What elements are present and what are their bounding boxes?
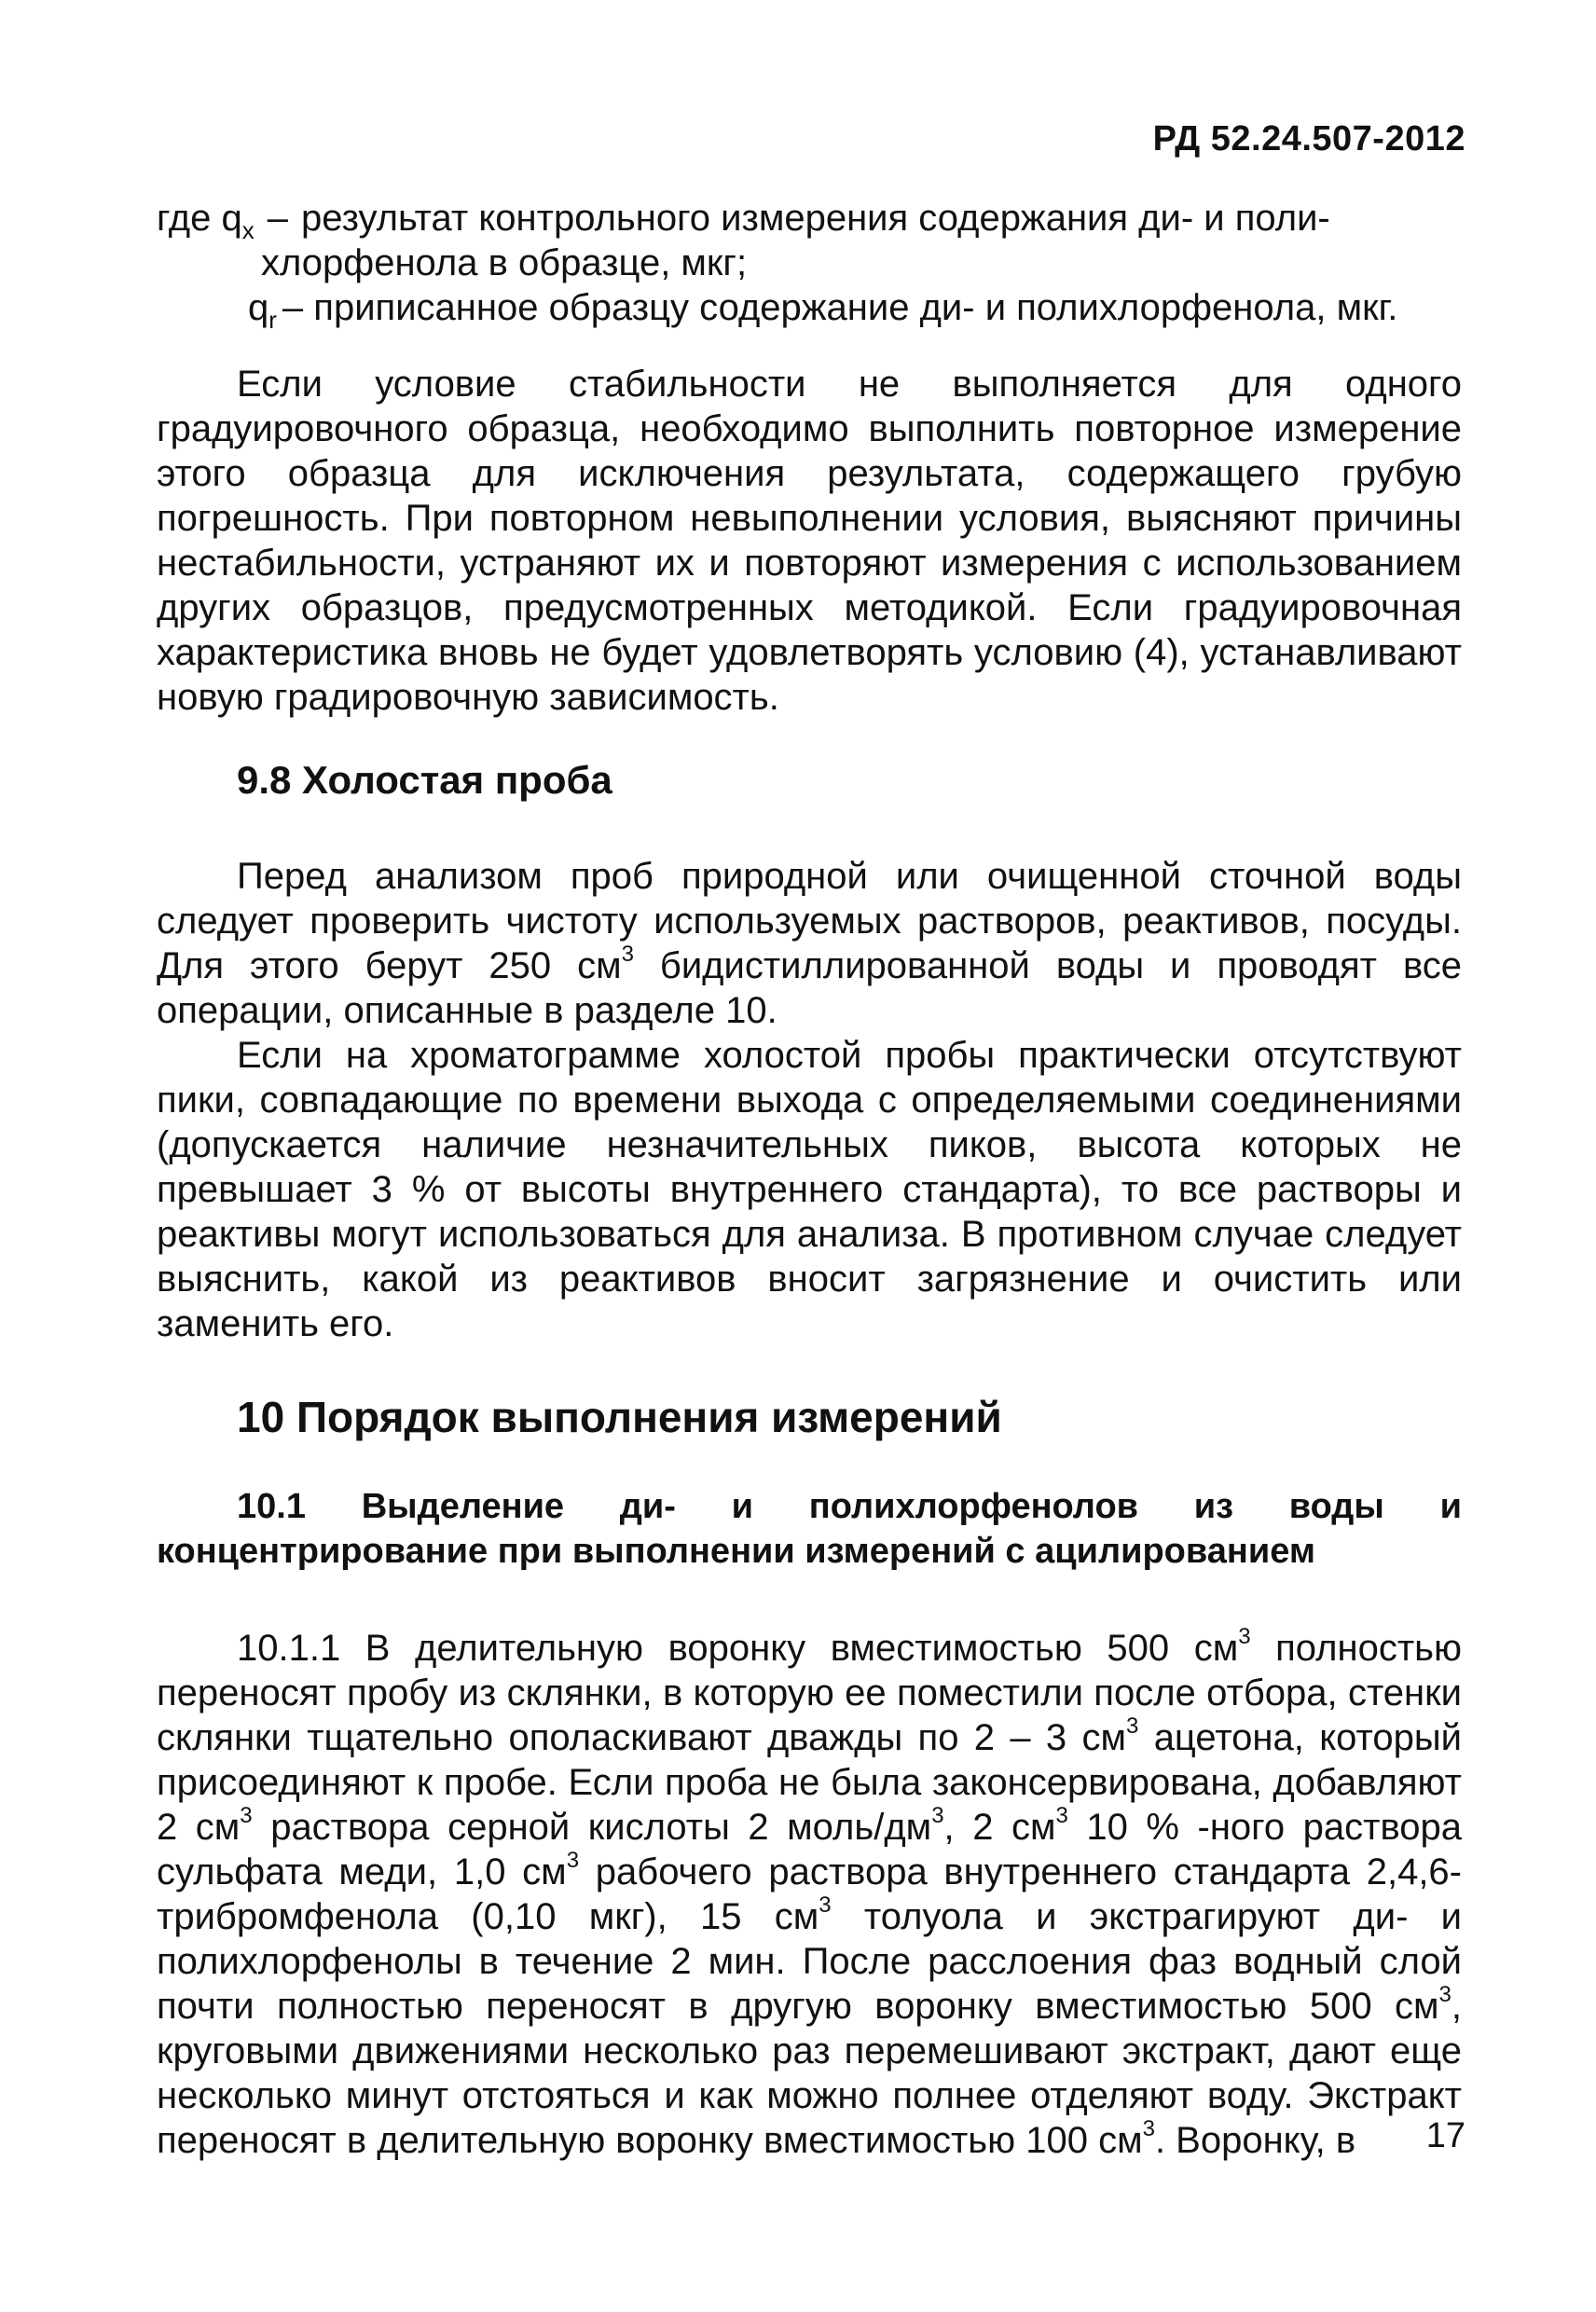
page-number: 17 <box>1425 2116 1465 2155</box>
section-heading-10-1: 10.1 Выделение ди- и полихлорфенолов из воды и концентрирование при выполнении измерений с ацилированием <box>157 1487 1462 1571</box>
definition-dash: – <box>267 198 288 239</box>
section-heading-9-8: 9.8 Холостая проба <box>237 758 612 802</box>
paragraph-stability: Если условие стабильности не выполняется для одного градуировочного образца, необходимо выполнить повторное измерение этого образца для исключения результата, содержащего грубую погрешность. При повторном невыполнении условия, выясняют причины нестабильности, устраняют их и повторяют измерения с использованием других образцов, предусмотренных методикой. Если градуировочная характеристика вновь не будет удовлетворять условию (4), устанавливают новую градировочную зависимость. <box>157 364 1462 718</box>
definition-qx-continued: хлорфенола в образце, мкг; <box>261 242 748 283</box>
definition-qx-symbol: где $q_x$ <box>157 198 255 244</box>
definition-qx-text: результат контрольного измерения содержания ди- и поли- <box>301 198 1330 239</box>
definition-qr-symbol: $q_r$ <box>248 287 277 334</box>
definition-qx <box>157 196 1462 244</box>
paragraph-blank-check: Перед анализом проб природной или очищенной сточной воды следует проверить чистоту используемых растворов, реактивов, посуды. Для этого берут 250 $см^3$ бидистиллированной воды и проводят все операции, описанные в разделе 10. <box>157 856 1462 1031</box>
formula-definitions <box>157 196 1462 334</box>
page-content <box>157 196 1462 2163</box>
definition-qr-text: – приписанное образцу содержание ди- и полихлорфенола, мкг. <box>282 287 1398 328</box>
definition-qr <box>157 285 1462 334</box>
document-code-header: РД 52.24.507-2012 <box>1152 119 1465 158</box>
section-heading-10: 10 Порядок выполнения измерений <box>237 1393 1002 1441</box>
paragraph-chromatogram: Если на хроматограмме холостой пробы практически отсутствуют пики, совпадающие по времени выхода с определяемыми соединениями (допускается наличие незначительных пиков, высота которых не превышает 3 % от высоты внутреннего стандарта), то все растворы и реактивы могут использоваться для анализа. В противном случае следует выяснить, какой из реактивов вносит загрязнение и очистить или заменить его. <box>157 1035 1462 1344</box>
paragraph-10-1-1: 10.1.1 В делительную воронку вместимостью 500 $см^3$ полностью переносят пробу из склянки, в которую ее поместили после отбора, стенки склянки тщательно ополаскивают дважды по 2 – 3 $см^3$ ацетона, который присоединяют к пробе. Если проба не была законсервирована, добавляют 2 $см^3$ раствора серной кислоты 2 моль/$дм^3$, 2 $см^3$ 10 % -ного раствора сульфата меди, 1,0 $см^3$ рабочего раствора внутреннего стандарта 2,4,6-трибромфенола (0,10 мкг), 15 $см^3$ толуола и экстрагируют ди- и полихлорфенолы в течение 2 мин. После расслоения фаз водный слой почти полностью переносят в другую воронку вместимостью 500 $см^3$, круговыми движениями несколько раз перемешивают экстракт, дают еще несколько минут отстояться и как можно полнее отделяют воду. Экстракт переносят в делительную воронку вместимостью 100 $см^3$. Воронку, в <box>157 1624 1463 2161</box>
